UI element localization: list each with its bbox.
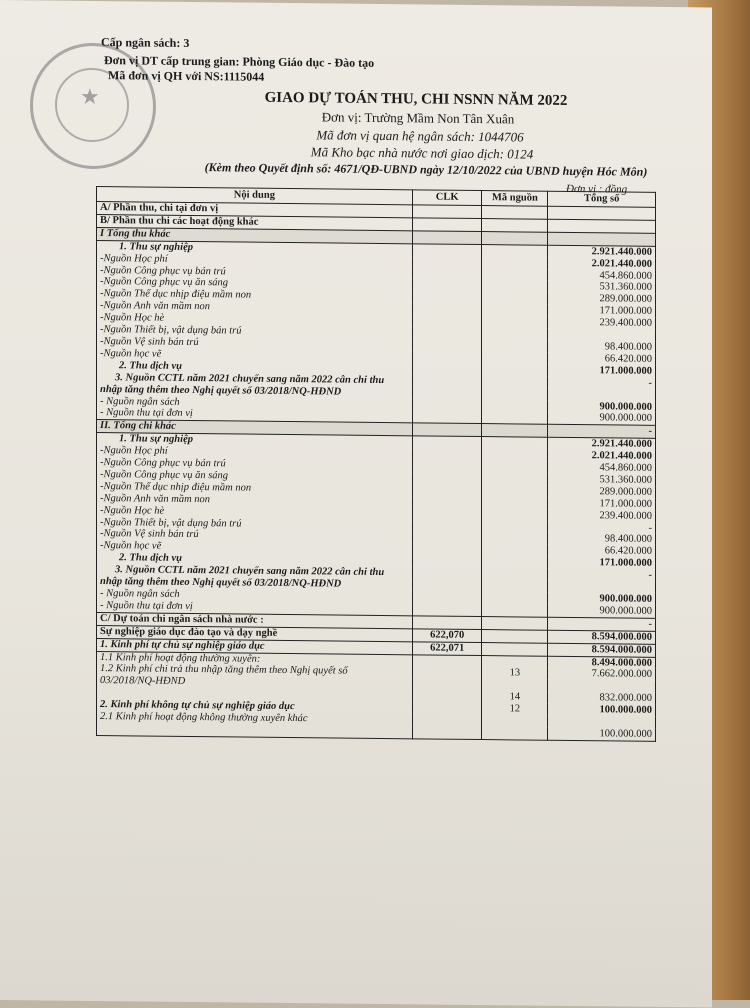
row-source-code (482, 592, 548, 605)
row-source-code (482, 533, 548, 546)
budget-table (96, 186, 656, 742)
row-total: 66.420.000 (548, 353, 656, 366)
row-total: 239.400.000 (548, 317, 656, 330)
row-source-code (482, 206, 548, 220)
row-source-code (482, 629, 548, 643)
row-total: 900.000.000 (548, 593, 656, 606)
row-source-code (482, 556, 548, 569)
row-source-code (482, 497, 548, 510)
row-source-code (482, 257, 548, 270)
row-clk (412, 532, 482, 545)
row-total (548, 232, 656, 246)
table-body (97, 202, 656, 742)
decision-reference: (Kèm theo Quyết định số: 4671/QĐ-UBND ngày 12/10/2022 của UBND huyện Hóc Môn) (204, 160, 648, 179)
row-label: -Nguồn Anh văn mầm non (97, 300, 413, 315)
row-clk (412, 244, 482, 257)
row-label: 1. Kinh phí tự chủ sự nghiệp giáo dục (97, 638, 413, 654)
row-clk (412, 304, 482, 317)
document-title: GIAO DỰ TOÁN THU, CHI NSNN NĂM 2022 (264, 89, 568, 109)
row-source-code (482, 449, 548, 462)
row-clk (412, 579, 482, 592)
row-total: 7.662.000.000 (548, 668, 656, 681)
row-label: nhập tăng thêm theo Nghị quyết số 03/2018/NQ-HĐND (97, 576, 413, 591)
row-source-code (482, 340, 548, 353)
row-label: -Nguồn học vẽ (97, 540, 413, 555)
row-clk (412, 544, 482, 557)
row-total (548, 388, 656, 401)
row-clk (412, 616, 482, 630)
row-label: -Nguồn Học hè (97, 505, 413, 520)
row-source-code (482, 411, 548, 424)
row-label: - Nguồn ngân sách (97, 588, 413, 603)
row-source-code (482, 461, 548, 474)
row-clk (412, 603, 482, 616)
row-label: -Nguồn Công phục vụ ăn sáng (97, 276, 413, 291)
row-clk (412, 256, 482, 269)
row-total: 900.000.000 (548, 605, 656, 619)
row-label: -Nguồn học vẽ (97, 348, 413, 363)
row-source-code (482, 509, 548, 522)
row-total: - (548, 569, 656, 582)
row-label: 1.2 Kinh phí chi trả thu nhập tăng thêm theo Nghị quyết số (97, 663, 413, 678)
column-header-content: Nội dung (97, 187, 413, 205)
row-label: I Tổng thu khác (97, 227, 413, 243)
row-source-code (482, 485, 548, 498)
row-label: -Nguồn Học phí (97, 445, 413, 460)
row-clk (412, 702, 482, 715)
row-clk (412, 218, 482, 232)
row-clk (412, 460, 482, 473)
row-total: - (548, 617, 656, 631)
treasury-code: Mã Kho bạc nhà nước nơi giao dịch: 0124 (310, 144, 534, 162)
unit-name: Đơn vị: Trường Mầm Non Tân Xuân (321, 109, 515, 127)
row-total: 8.594.000.000 (548, 643, 656, 657)
row-clk (412, 411, 482, 424)
row-total: 66.420.000 (548, 545, 656, 558)
row-source-code (482, 364, 548, 377)
column-header-total: Tổng số (548, 191, 656, 207)
row-total: 171.000.000 (548, 305, 656, 318)
row-clk (412, 231, 482, 245)
row-source-code (482, 269, 548, 282)
row-total: 454.860.000 (548, 462, 656, 475)
row-label: 2. Kinh phí không tự chủ sự nghiệp giáo dục (97, 699, 413, 714)
row-clk (412, 691, 482, 704)
row-source-code (482, 642, 548, 656)
row-label: -Nguồn Công phục vụ ăn sáng (97, 469, 413, 484)
row-source-code: 13 (482, 667, 548, 680)
row-source-code (482, 244, 548, 257)
row-source-code (482, 316, 548, 329)
row-clk (412, 339, 482, 352)
column-header-clk: CLK (412, 190, 482, 206)
row-source-code (482, 218, 548, 232)
row-source-code (482, 568, 548, 581)
row-label: - Nguồn thu tại đơn vị (97, 407, 413, 423)
row-total: 289.000.000 (548, 293, 656, 306)
row-total (548, 716, 656, 729)
row-clk (412, 591, 482, 604)
row-clk (412, 280, 482, 293)
row-source-code (482, 679, 548, 692)
row-total: 171.000.000 (548, 557, 656, 570)
row-total: 2.921.440.000 (548, 245, 656, 259)
row-total: - (548, 376, 656, 389)
row-label: nhập tăng thêm theo Nghị quyết số 03/2018/NQ-HĐND (97, 384, 413, 399)
row-label: -Nguồn Công phục vụ bán trú (97, 457, 413, 472)
row-total (548, 206, 656, 220)
row-total: 100.000.000 (548, 704, 656, 717)
row-total: 98.400.000 (548, 341, 656, 354)
row-source-code (482, 715, 548, 728)
row-label: A/ Phần thu, chi tại đơn vị (97, 202, 413, 218)
row-source-code (482, 521, 548, 534)
row-total: 2.021.440.000 (548, 450, 656, 463)
row-clk: 622,071 (412, 641, 482, 655)
row-clk (412, 726, 482, 739)
row-total: 2.921.440.000 (548, 437, 656, 451)
row-clk (412, 508, 482, 521)
row-source-code (482, 280, 548, 293)
row-clk (412, 387, 482, 400)
row-clk (412, 423, 482, 437)
row-label: 03/2018/NQ-HĐND (97, 675, 413, 690)
row-source-code (482, 473, 548, 486)
row-total: 900.000.000 (548, 412, 656, 426)
row-label (97, 723, 413, 739)
row-total: 531.360.000 (548, 281, 656, 294)
row-clk (412, 327, 482, 340)
row-label: 2.1 Kinh phí hoạt động không thường xuyên khác (97, 711, 413, 726)
row-clk (412, 654, 482, 667)
row-label: -Nguồn Vệ sinh bán trú (97, 528, 413, 543)
row-source-code: 12 (482, 703, 548, 716)
row-source-code (482, 655, 548, 668)
column-header-source-code: Mã nguồn (482, 191, 548, 207)
row-clk (412, 556, 482, 569)
budget-relation-code: Mã đơn vị quan hệ ngân sách: 1044706 (316, 127, 524, 145)
currency-unit: Đơn vị : đồng (566, 182, 628, 196)
row-label: Sự nghiệp giáo dục đào tạo và dạy nghề (97, 625, 413, 641)
row-label: -Nguồn Thiết bị, vật dụng bán trú (97, 324, 413, 339)
row-label: B/ Phần thu chi các hoạt động khác (97, 214, 413, 230)
row-total (548, 581, 656, 594)
row-total: 289.000.000 (548, 486, 656, 499)
row-source-code (482, 231, 548, 245)
row-label: 2. Thu dịch vụ (97, 552, 413, 567)
row-total: 454.860.000 (548, 269, 656, 282)
row-clk (412, 375, 482, 388)
row-clk (412, 363, 482, 376)
row-clk (412, 399, 482, 412)
row-total: 900.000.000 (548, 400, 656, 413)
seal-star-icon: ★ (80, 83, 100, 110)
row-label: 3. Nguồn CCTL năm 2021 chuyển sang năm 2022 cân chi thu (97, 564, 413, 579)
row-source-code (482, 580, 548, 593)
row-total: 8.594.000.000 (548, 630, 656, 644)
intermediate-unit: Đơn vị DT cấp trung gian: Phòng Giáo dục - Đào tạo (104, 53, 375, 70)
row-source-code (482, 616, 548, 630)
row-source-code (482, 376, 548, 389)
row-total: 8.494.000.000 (548, 656, 656, 670)
row-clk (412, 496, 482, 509)
row-clk (412, 714, 482, 727)
row-clk (412, 484, 482, 497)
relation-code: Mã đơn vị QH với NS:1115044 (108, 68, 265, 84)
row-label: -Nguồn Học phí (97, 253, 413, 268)
row-label: - Nguồn thu tại đơn vị (97, 600, 413, 616)
row-label: 1. Thu sự nghiệp (97, 433, 413, 449)
row-total: 239.400.000 (548, 509, 656, 522)
row-label: C/ Dự toán chi ngân sách nhà nước : (97, 612, 413, 628)
row-clk (412, 679, 482, 692)
row-source-code (482, 437, 548, 450)
row-clk (412, 667, 482, 680)
row-source-code (482, 424, 548, 438)
row-clk: 622,070 (412, 629, 482, 643)
row-total: 100.000.000 (548, 728, 656, 742)
row-clk (412, 315, 482, 328)
row-label: -Nguồn Công phục vụ bán trú (97, 265, 413, 280)
row-label: 1.1 Kinh phí hoạt động thường xuyên: (97, 651, 413, 667)
row-source-code (482, 292, 548, 305)
row-total: 98.400.000 (548, 533, 656, 546)
row-source-code (482, 544, 548, 557)
row-source-code (482, 352, 548, 365)
row-total: 531.360.000 (548, 474, 656, 487)
row-source-code (482, 304, 548, 317)
row-source-code: 14 (482, 691, 548, 704)
row-label: 2. Thu dịch vụ (97, 360, 413, 375)
row-label: -Nguồn Thể dục nhịp điệu mầm non (97, 481, 413, 496)
row-label: 1. Thu sự nghiệp (97, 240, 413, 256)
row-label: -Nguồn Thiết bị, vật dụng bán trú (97, 517, 413, 532)
row-clk (412, 436, 482, 449)
row-source-code (482, 604, 548, 617)
row-total (548, 329, 656, 342)
row-clk (412, 205, 482, 219)
row-clk (412, 268, 482, 281)
row-clk (412, 520, 482, 533)
row-label: - Nguồn ngân sách (97, 396, 413, 411)
row-label: II. Tổng chi khác (97, 420, 413, 436)
row-label: -Nguồn Học hè (97, 312, 413, 327)
row-source-code (482, 727, 548, 740)
row-clk (412, 292, 482, 305)
row-label: -Nguồn Anh văn mầm non (97, 493, 413, 508)
row-total (548, 680, 656, 693)
row-clk (412, 448, 482, 461)
row-total: 171.000.000 (548, 365, 656, 378)
row-source-code (482, 328, 548, 341)
row-label: -Nguồn Thể dục nhịp điệu mầm non (97, 288, 413, 303)
row-total (548, 219, 656, 233)
row-clk (412, 472, 482, 485)
row-total: 832.000.000 (548, 692, 656, 705)
row-source-code (482, 388, 548, 401)
row-clk (412, 351, 482, 364)
row-label: -Nguồn Vệ sinh bán trú (97, 336, 413, 351)
row-total: 171.000.000 (548, 497, 656, 510)
row-source-code (482, 400, 548, 413)
row-total: 2.021.440.000 (548, 257, 656, 270)
row-label: 3. Nguồn CCTL năm 2021 chuyển sang năm 2022 cân chi thu (97, 372, 413, 387)
row-total: - (548, 521, 656, 534)
budget-level: Cấp ngân sách: 3 (101, 35, 190, 50)
row-clk (412, 568, 482, 581)
row-total: - (548, 425, 656, 439)
